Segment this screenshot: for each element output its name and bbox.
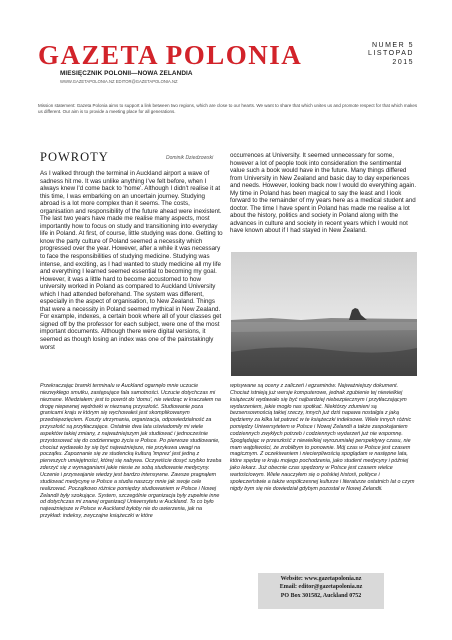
masthead	[38, 40, 418, 104]
article-english-right: occurrences at University. It seemed unnecessary for some, however a lot of people took into consideration the sentimental value such a book would have in the future. Many things differed from University in New Zealand and basic day to day experiences and needs. However, looking back now I would do everything again. My time in Poland has been magical to say the least and I look forward to the remainder of my years here as a medical student and doctor. The time I have spent in Poland has made me realise a lot about the history, politics and society in Poland along with the advances in culture and society in recent years which I would not have known about if I had stayed in New Zealand.	[230, 152, 417, 235]
article-photo	[231, 252, 417, 376]
contact-pobox: PO Box 301582, Auckland 0752	[280, 592, 362, 599]
article-polish-left: Przekraczając bramki terminalu w Auckland ogarnęło mnie uczucie niezwykłego smutku, zastępujące fala samotności. Uczucie dotychczas mi nieznane. Wiedziałem: jest to powrót do 'domu', nie wiedząc w kraczałem na drogę niepewnej wędrówki w nieznaną przyszłość. Studiowanie poza granicami kraju w którym się wychowałeś jest skomplikowanym przedsięwzięciem. Koszty utrzymania, organizacja, odpowiedzialność za przyszłość są przytłaczające. Ostatnie dwa lata uświadomiły mi wiele aspektów takiej zmiany, z najważniejszym jak studiować i jednocześnie przystosować się do codziennego życia w Polsce. Po pierwsze studiowanie, chociaż wydawało by się być najważniejsze, nie przykuwa uwagi na początku. Zapoznanie się ze studencką kulturą 'imprez' jest jedną z pierwszych umiejętności, której się nabywa. Oczywiście dosyć szybko trzeba zderzyć się z wymaganiami jakie niesie ze sobą studiowanie medycyny. Uczenie i przyswajanie wiedzy jest bardzo intensywne. Zawsze pragnąłem studiować medycynę w Polsce a studia naszczy mnie jak swoje cele realizować. Początkowo różnice pomiędzy studiowaniem w Polsce i Nowej Zelandii były szokujące. System, szczególnie organizacja były zupełnie inne od dotychczas mi znanej organizacji Uniwersytetu w Auckland. To co było najważniejsze w Polsce w Auckland byłoby nie do uwierzenia, jak na przykład: indeksy, zwyczajne książeczki w które	[40, 383, 222, 520]
issue-year: 2015	[392, 58, 414, 66]
contact-box	[258, 573, 384, 609]
article-title: POWROTY	[40, 150, 109, 164]
newspaper-urls: WWW.GAZETAPOLONIA.NZ EDITOR@GAZETAPOLONIA.NZ	[60, 79, 178, 84]
issue-info	[368, 42, 414, 67]
contact-email: Email: editor@gazetapolonia.nz	[279, 584, 363, 591]
article-english-left: As I walked through the terminal in Auckland airport a wave of sadness hit me. It was unlike anything I've felt before, when I always knew I'd come back to 'home'. Although I didn't realise it at this time, I was embarking on an uncertain journey. Studying abroad is a lot more complex than it seems. The costs, organisation and responsibility of the future ahead were inexistent. The last two years have made me realise many aspects, most importantly how to focus on study and transitioning into everyday life in Poland. At first, of course, little studying was done. Getting to know the party culture of Poland seemed a necessity which progressed over the year. However, after a while it was necessary to face the responsibilities of studying medicine. Studying was intense, and exciting, as I had wanted to study medicine all my life and everything I learned seemed essential to becoming my goal. However, it was a little hard to become accustomed to how university worked in Poland as compared to Auckland University which I had attended beforehand. The system was different, especially in the aspect of organisation, to New Zealand. Things that were a necessity in Poland seemed mythical in New Zealand. For example, indexes, a certain book where all of your classes get signed off by the professor for each subject, were one of the most important documents. Although there were digital versions, it seemed as though losing an index was one of the painstakingly worst	[40, 170, 223, 351]
article-polish-right: wpisywane są oceny z zaliczeń i egzaminów. Najważniejszy dokument. Chociaż istnieją już wersje komputerowe, jednak zgubienie tej niewielkiej książeczki wydawało się być najbardziej niebezpiecznym i przytłaczającym wydarzeniem, jakie mogło nas spotkać. Niektórzy zdumieni są bezsensownością takiej rzeczy, innych już dziś napawa nostalgia z jaką będziemy za kilka lat patrzeć w te książeczki indeksowe. Wiele innych różnic pomiędzy Uniwersytetem w Polsce i Nowej Zelandii a także zaspokajaniem codziennych zwykłych potrzeb i codziennych wydarzeń już nie wspomnę. Spoglądając w przeszłość z niewielkiej wyrozumiałej perspektywy czasu, nie mam wątpliwości, że zrobiłbym to ponownie. Mój czas w Polsce jest czasem magicznym. Z oczekiwaniem i niecierpliwością spoglądam w następne lata, które spędzę w kraju mojego pochodzenia, jako student medycyny i później jako lekarz. Już obecnie czas spędzony w Polsce jest czasem wielce wartościowym. Wiele nauczyłem się o polskiej historii, polityce i społeczeństwie a także współczesnej kulturze i literaturze ostatnich lat o czym nigdy bym się nie dowiedział gdybym pozostał w Nowej Zelandii.	[230, 383, 415, 492]
article-author: Dominik Dziedzowski	[166, 155, 214, 161]
contact-website: Website: www.gazetapolonia.nz	[280, 576, 362, 582]
mission-statement: Mission statement: Gazeta Polonia aims to support a link between two regions, which are close to our hearts. We want to share that which unites us and promote respect for that which makes us different. Our aim is to provide a meeting place for all generations.	[38, 103, 418, 114]
issue-month: LISTOPAD	[368, 50, 414, 58]
newspaper-title: GAZETA POLONIA	[38, 40, 303, 70]
issue-number: NUMER 5	[371, 42, 414, 49]
newspaper-subtitle: MIESIĘCZNIK POLONII—NOWA ZELANDIA	[60, 70, 193, 77]
